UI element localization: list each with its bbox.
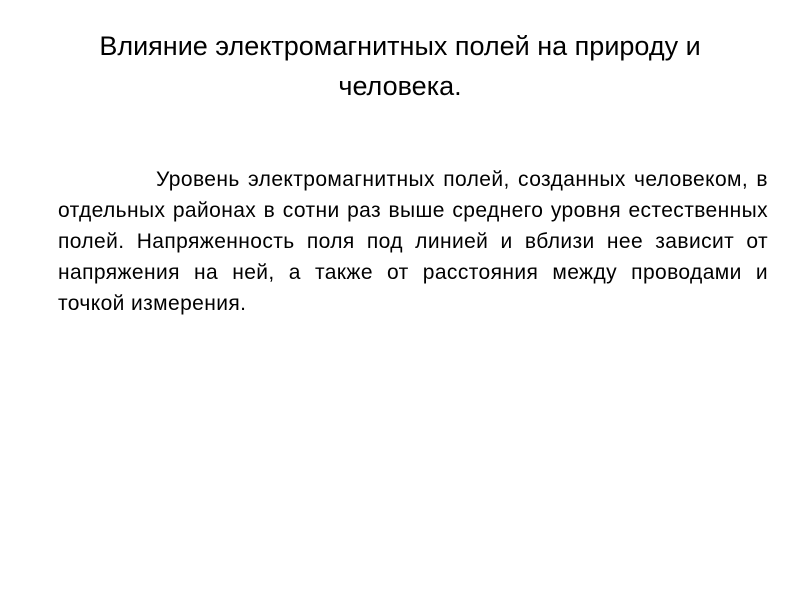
slide-title: Влияние электромагнитных полей на природу и человека. xyxy=(99,31,701,101)
slide-body-text: Уровень электромагнитных полей, созданных человеком, в отдельных районах в сотни раз выше среднего уровня естественных полей. Напряженность поля под линией и вблизи нее зависит от напряжения на ней, а также от расстояния между проводами и точкой измерения. xyxy=(58,168,768,315)
